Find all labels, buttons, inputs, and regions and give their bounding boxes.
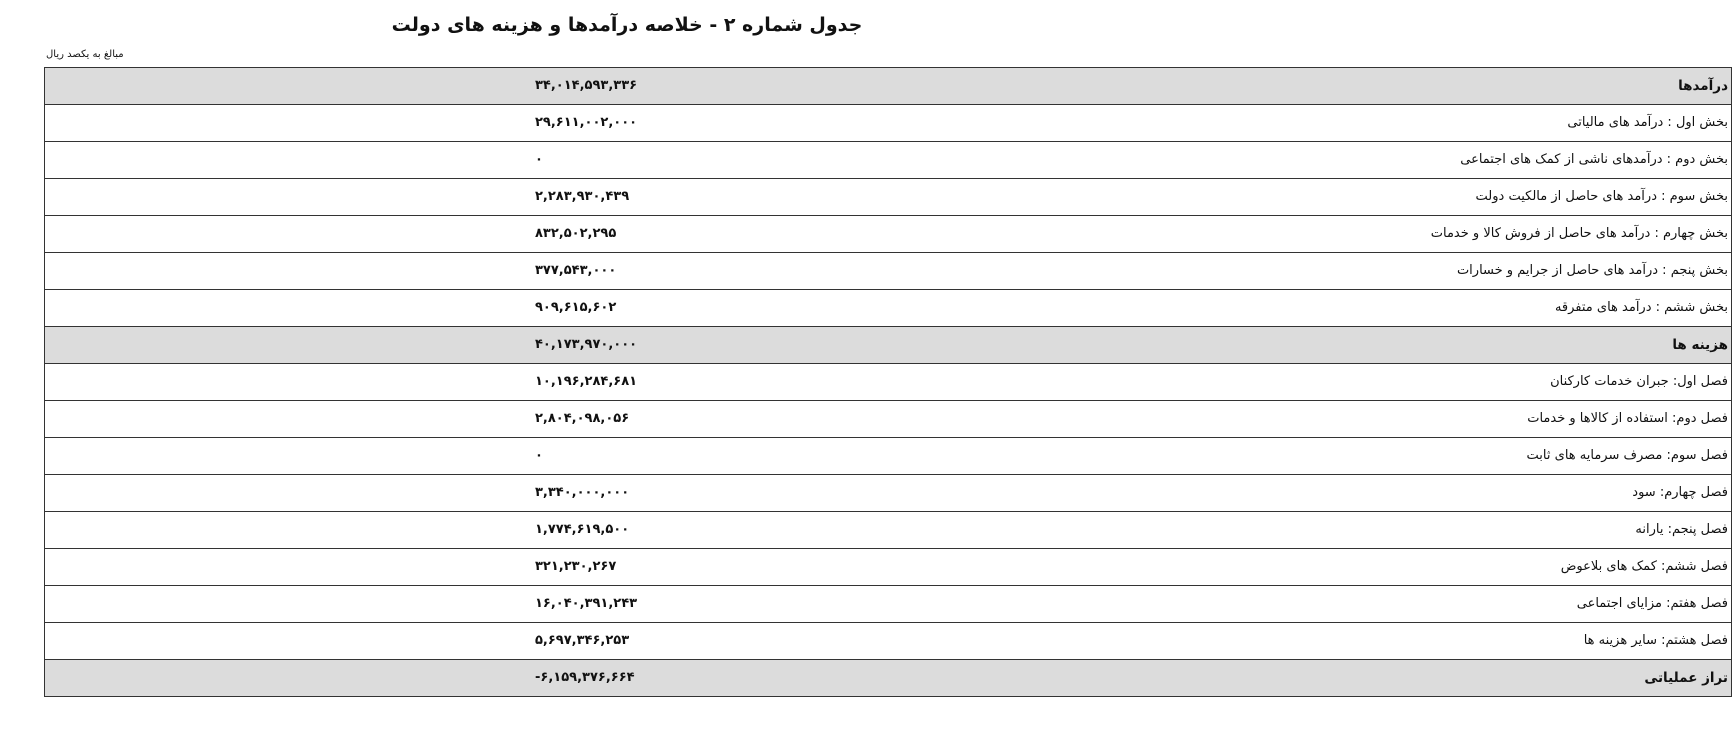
row-label: فصل ششم: کمک های بلاعوض	[1128, 549, 1732, 586]
budget-summary-table	[44, 67, 1732, 697]
row-label: بخش ششم : درآمد های متفرقه	[1128, 290, 1732, 327]
row-value: ۹۰۹,۶۱۵,۶۰۲	[45, 290, 1129, 327]
row-value: ۰	[45, 438, 1129, 475]
row-value: ۲۹,۶۱۱,۰۰۲,۰۰۰	[45, 105, 1129, 142]
table-row	[45, 105, 1732, 142]
row-value: -۶,۱۵۹,۳۷۶,۶۶۴	[45, 660, 1129, 697]
table-row	[45, 438, 1732, 475]
page-title: جدول شماره ۲ - خلاصه درآمدها و هزینه های دولت	[391, 14, 863, 36]
row-label: هزینه ها	[1128, 327, 1732, 364]
row-label: فصل دوم: استفاده از کالاها و خدمات	[1128, 401, 1732, 438]
row-label: فصل چهارم: سود	[1128, 475, 1732, 512]
row-label: درآمدها	[1128, 68, 1732, 105]
row-value: ۵,۶۹۷,۳۴۶,۲۵۳	[45, 623, 1129, 660]
row-label: بخش چهارم : درآمد های حاصل از فروش کالا و خدمات	[1128, 216, 1732, 253]
row-label: بخش دوم : درآمدهای ناشی از کمک های اجتماعی	[1128, 142, 1732, 179]
row-label: فصل پنجم: یارانه	[1128, 512, 1732, 549]
row-label: تراز عملیاتی	[1128, 660, 1732, 697]
row-label: بخش اول : درآمد های مالیاتی	[1128, 105, 1732, 142]
table-row	[45, 364, 1732, 401]
table-row	[45, 623, 1732, 660]
table-row	[45, 179, 1732, 216]
table-row-revenues	[45, 68, 1732, 105]
table-row	[45, 512, 1732, 549]
table-row	[45, 549, 1732, 586]
row-label: فصل هشتم: سایر هزینه ها	[1128, 623, 1732, 660]
table-row	[45, 586, 1732, 623]
row-value: ۲,۲۸۳,۹۳۰,۴۳۹	[45, 179, 1129, 216]
table-row	[45, 290, 1732, 327]
row-value: ۳۷۷,۵۴۳,۰۰۰	[45, 253, 1129, 290]
table-row	[45, 401, 1732, 438]
row-label: فصل اول: جبران خدمات کارکنان	[1128, 364, 1732, 401]
table-row	[45, 253, 1732, 290]
row-value: ۲,۸۰۴,۰۹۸,۰۵۶	[45, 401, 1129, 438]
row-value: ۴۰,۱۷۳,۹۷۰,۰۰۰	[45, 327, 1129, 364]
table-row	[45, 475, 1732, 512]
row-value: ۸۳۲,۵۰۲,۲۹۵	[45, 216, 1129, 253]
table-row	[45, 142, 1732, 179]
row-value: ۱,۷۷۴,۶۱۹,۵۰۰	[45, 512, 1129, 549]
row-label: فصل هفتم: مزایای اجتماعی	[1128, 586, 1732, 623]
table-row-operating-balance	[45, 660, 1732, 697]
row-value: ۱۶,۰۴۰,۳۹۱,۲۴۳	[45, 586, 1129, 623]
row-value: ۰	[45, 142, 1129, 179]
row-value: ۳,۳۴۰,۰۰۰,۰۰۰	[45, 475, 1129, 512]
row-value: ۳۲۱,۲۳۰,۲۶۷	[45, 549, 1129, 586]
row-value: ۱۰,۱۹۶,۲۸۴,۶۸۱	[45, 364, 1129, 401]
units-note: مبالغ به یکصد ریال	[46, 49, 124, 60]
row-label: بخش سوم : درآمد های حاصل از مالکیت دولت	[1128, 179, 1732, 216]
row-value: ۳۴,۰۱۴,۵۹۳,۳۳۶	[45, 68, 1129, 105]
row-label: فصل سوم: مصرف سرمایه های ثابت	[1128, 438, 1732, 475]
table-row-expenses	[45, 327, 1732, 364]
table-row	[45, 216, 1732, 253]
row-label: بخش پنجم : درآمد های حاصل از جرایم و خسارات	[1128, 253, 1732, 290]
